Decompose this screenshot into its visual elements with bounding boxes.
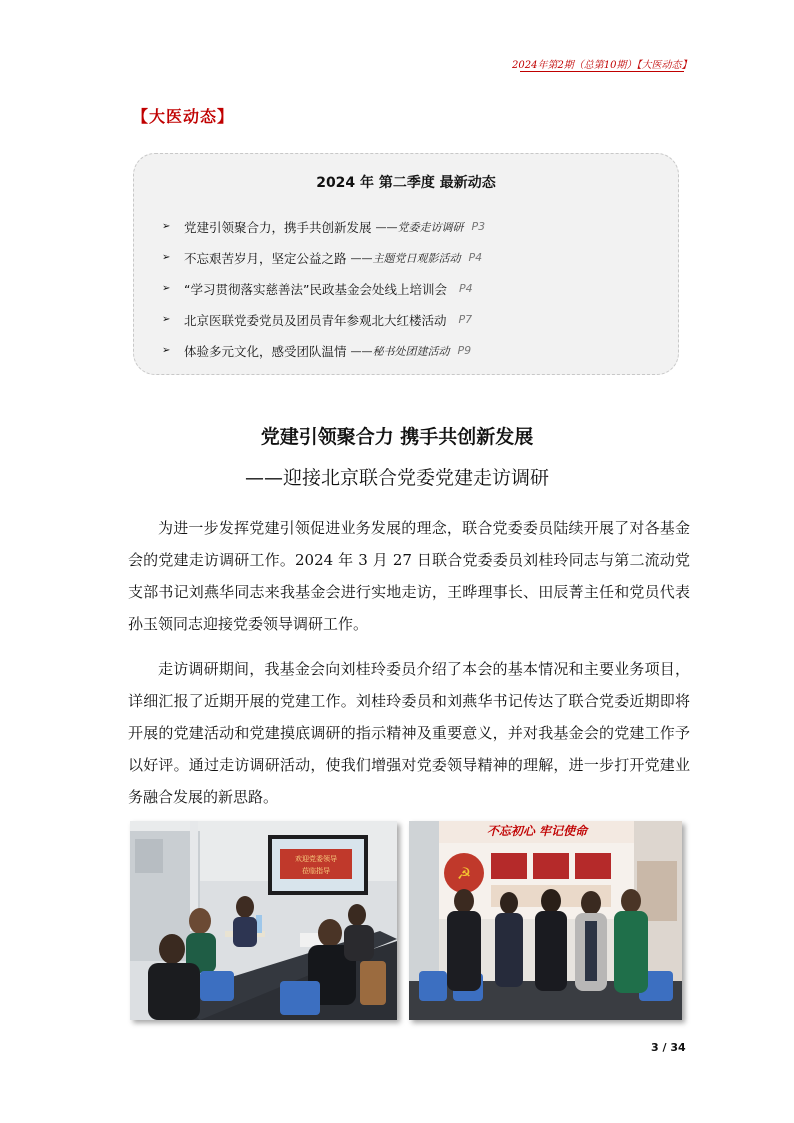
screen-text-line2: 莅临指导 [302, 867, 330, 875]
article-paragraph: 走访调研期间，我基金会向刘桂玲委员介绍了本会的基本情况和主要业务项目，详细汇报了近期开展的党建工作。刘桂玲委员和刘燕华书记传达了联合党委近期即将开展的党建活动和党建摸底调研的指示精神及重要意义，并对我基金会的党建工作予以好评。通过走访调研活动，使我们增强对党委领导精神的理解，进一步打开党建业务融合发展的新思路。 [128, 660, 690, 806]
toc-box [133, 153, 679, 375]
arrow-bullet-icon: ➢ [162, 283, 171, 294]
article-paragraph: 为进一步发挥党建引领促进业务发展的理念，联合党委委员陆续开展了对各基金会的党建走访调研工作。2024 年 3 月 27 日联合党委委员刘桂玲同志与第二流动党支部书记刘燕华同志来我基金会进行实地走访，王晔理事长、田辰菁主任和党员代表孙玉领同志迎接党委领导调研工作。 [128, 519, 690, 633]
arrow-bullet-icon: ➢ [162, 252, 171, 263]
toc-item-sub: ——党委走访调研 [375, 220, 464, 234]
toc-item-page: P7 [458, 313, 473, 326]
toc-item[interactable] [162, 273, 485, 304]
toc-item-page: P4 [458, 282, 473, 295]
arrow-bullet-icon: ➢ [162, 345, 171, 356]
arrow-bullet-icon: ➢ [162, 221, 171, 232]
toc-item-title: 不忘艰苦岁月，坚定公益之路 [184, 250, 347, 266]
toc-item-sub: ——秘书处团建活动 [350, 344, 450, 358]
meeting-photo-image [130, 821, 397, 1020]
toc-item-title: 北京医联党委党员及团员青年参观北大红楼活动 [184, 312, 447, 328]
toc-item[interactable] [162, 211, 485, 242]
banner-text: 不忘初心 牢记使命 [486, 824, 588, 838]
group-photo-image [409, 821, 682, 1020]
arrow-bullet-icon: ➢ [162, 314, 171, 325]
toc-item-page: P4 [468, 251, 483, 264]
toc-item[interactable] [162, 335, 485, 366]
toc-title: 2024 年 第二季度 最新动态 [316, 175, 496, 191]
toc-item[interactable] [162, 304, 485, 335]
screen-text-line1: 欢迎党委领导 [295, 855, 337, 863]
toc-item-page: P9 [457, 344, 472, 357]
toc-item-page: P3 [471, 220, 486, 233]
toc-list [162, 211, 485, 366]
group-photo [409, 821, 682, 1020]
toc-item-title: 党建引领聚合力，携手共创新发展 [184, 219, 372, 235]
article-title: 党建引领聚合力 携手共创新发展 [260, 426, 534, 448]
page-number: 3 / 34 [651, 1041, 686, 1054]
section-tag: 【大医动态】 [132, 107, 235, 126]
toc-item-title: “学习贯彻落实慈善法”民政基金会处线上培训会 [184, 281, 447, 297]
issue-header: 2024年第2期（总第10期）【大医动态】 [512, 60, 692, 71]
article-subtitle: ——迎接北京联合党委党建走访调研 [244, 467, 549, 489]
toc-item-title: 体验多元文化，感受团队温情 [184, 343, 347, 359]
toc-item[interactable] [162, 242, 485, 273]
meeting-photo [130, 821, 397, 1020]
party-emblem-icon: ☭ [456, 864, 472, 883]
toc-item-sub: ——主题党日观影活动 [350, 251, 461, 265]
header-rule [520, 71, 684, 72]
